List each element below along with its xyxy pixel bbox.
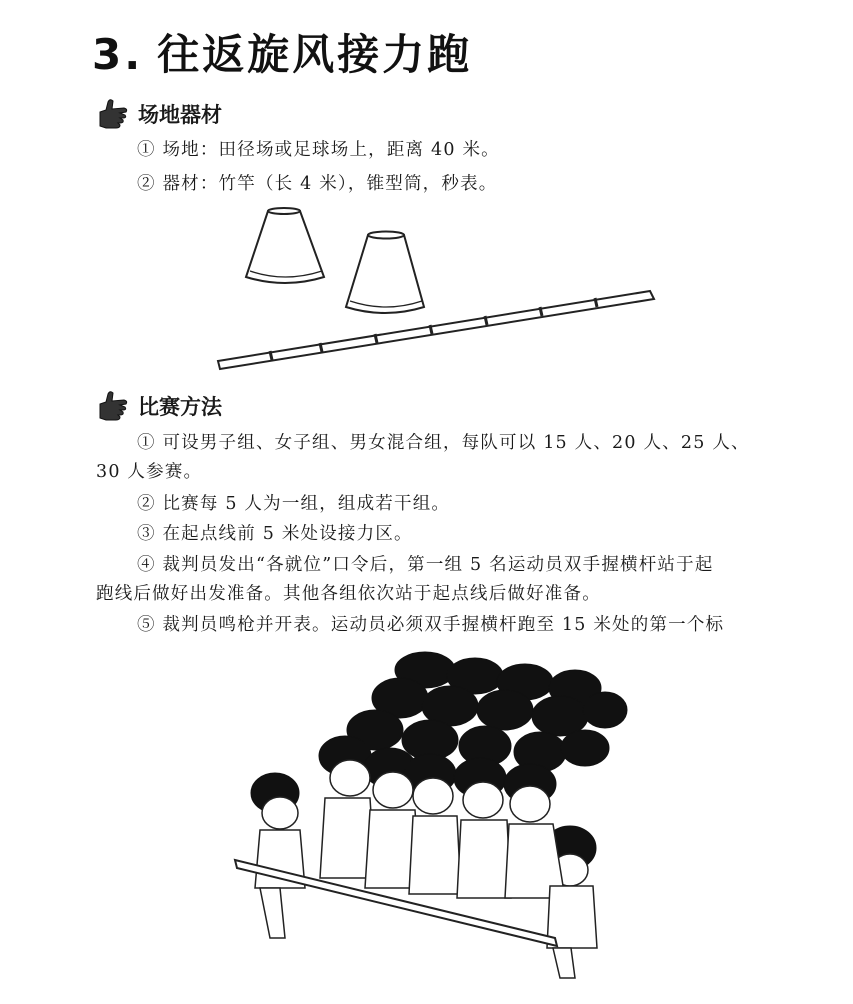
title-number: 3. xyxy=(92,30,144,79)
method-line: ③ 在起点线前 5 米处设接力区。 xyxy=(137,524,413,544)
cone-icon xyxy=(246,208,324,283)
section-heading-equipment xyxy=(96,96,222,132)
method-line: 30 人参赛。 xyxy=(96,462,203,482)
equipment-item: ② 器材：竹竿（长 4 米），锥型筒，秒表。 xyxy=(137,174,498,194)
title-text: 往返旋风接力跑 xyxy=(157,30,473,79)
method-line: ⑤ 裁判员鸣枪并开表。运动员必须双手握横杆跑至 15 米处的第一个标 xyxy=(137,615,725,635)
method-line: ② 比赛每 5 人为一组，组成若干组。 xyxy=(137,494,451,514)
section-heading-method xyxy=(96,388,222,424)
hand-icon xyxy=(96,388,130,424)
equipment-item: ① 场地：田径场或足球场上，距离 40 米。 xyxy=(137,140,500,160)
cone-icon xyxy=(346,232,424,314)
cones-and-pole-illustration xyxy=(210,205,670,375)
method-line: ④ 裁判员发出“各就位”口令后，第一组 5 名运动员双手握横杆站于起 xyxy=(137,555,714,575)
relay-children-illustration xyxy=(225,648,645,988)
section-heading-text: 比赛方法 xyxy=(138,395,222,419)
bamboo-pole-icon xyxy=(218,291,654,369)
section-heading-text: 场地器材 xyxy=(138,103,222,127)
method-line: ① 可设男子组、女子组、男女混合组，每队可以 15 人、20 人、25 人、 xyxy=(137,433,750,453)
page-title xyxy=(92,22,472,82)
method-line: 跑线后做好出发准备。其他各组依次站于起点线后做好准备。 xyxy=(96,584,601,604)
hand-icon xyxy=(96,96,130,132)
